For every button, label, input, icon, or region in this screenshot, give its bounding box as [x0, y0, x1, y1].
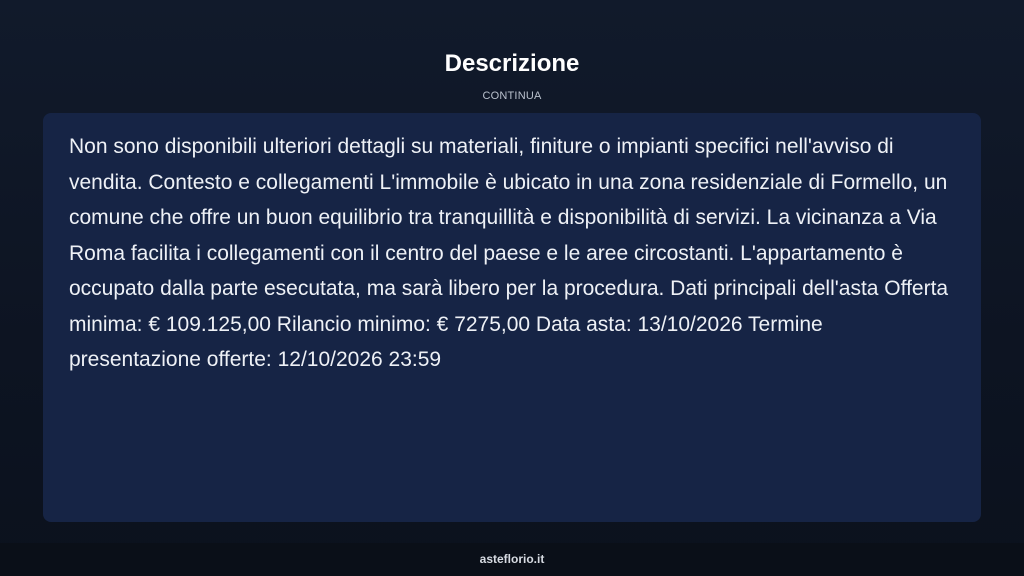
- footer-site-name: asteflorio.it: [479, 552, 545, 566]
- description-text: Non sono disponibili ulteriori dettagli su materiali, finiture o impianti specifici nell'avviso di vendita. Contesto e collegamenti L'immobile è ubicato in una zona residenziale di Formello, un comune che offre un buon equilibrio tra tranquillità e disponibilità di servizi. La vicinanza a Via Roma facilita i collegamenti con il centro del paese e le aree circostanti. L'appartamento è occupato dalla parte esecutata, ma sarà libero per la procedura. Dati principali dell'asta Offerta minima: € 109.125,00 Rilancio minimo: € 7275,00 Data asta: 13/10/2026 Termine presentazione offerte: 12/10/2026 23:59: [69, 135, 949, 371]
- description-card: [43, 113, 981, 522]
- continue-label: CONTINUA: [482, 90, 542, 102]
- page-title: Descrizione: [444, 50, 580, 77]
